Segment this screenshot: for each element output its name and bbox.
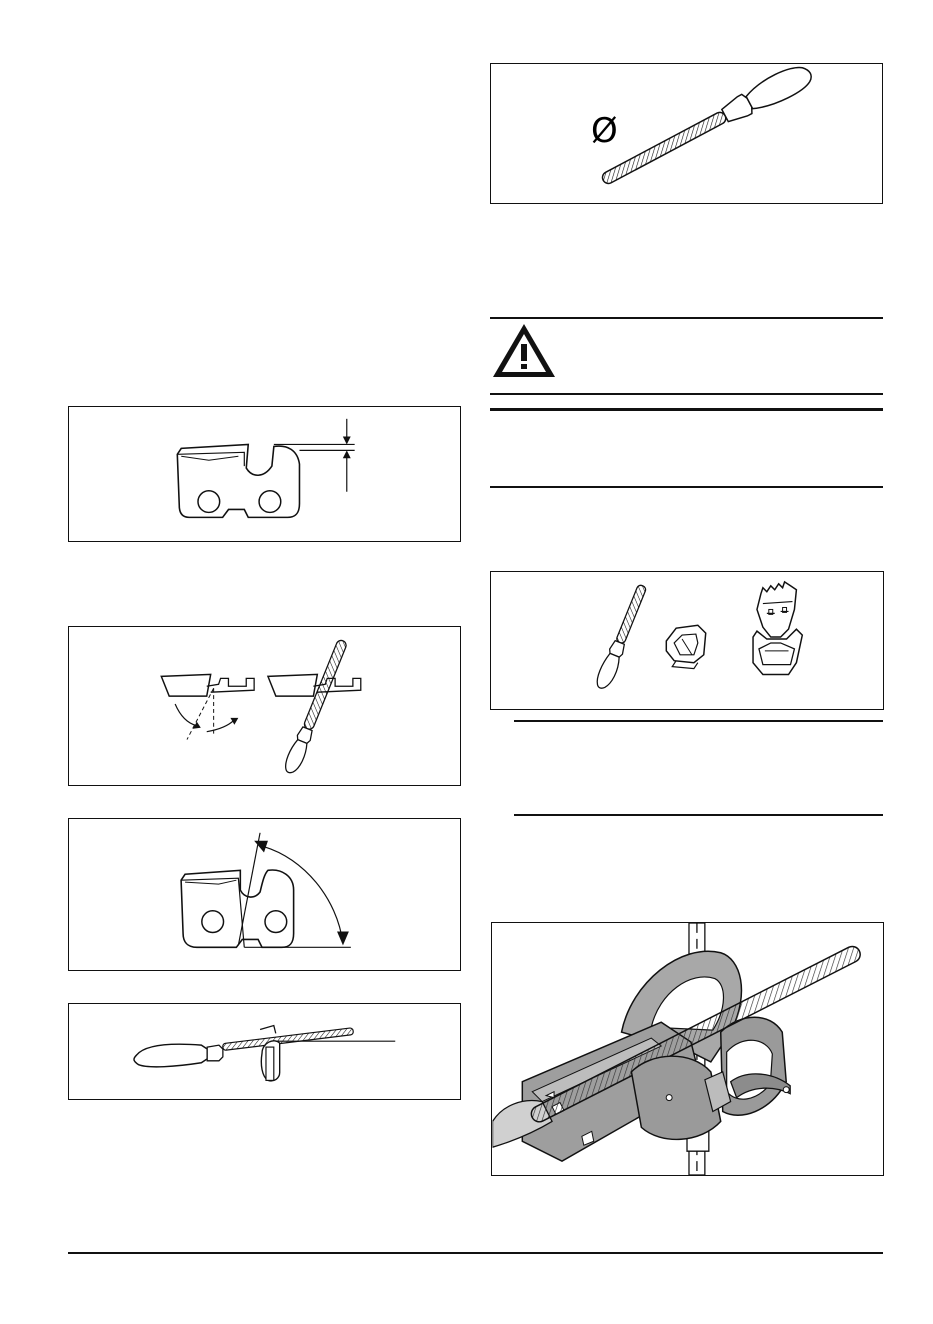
warning-body-bottom-rule [490, 486, 883, 488]
file-guide-on-chain-icon [492, 923, 883, 1175]
cutter-depth-gauge-icon [69, 407, 460, 541]
footer-rule [68, 1252, 883, 1254]
note-top-rule [514, 720, 883, 722]
warning-top-rule [490, 317, 883, 319]
figure-round-file [490, 63, 883, 204]
figure-top-plate-angle [68, 818, 461, 971]
diameter-symbol: Ø [591, 111, 618, 151]
file-angle-icon [69, 627, 460, 785]
top-plate-angle-icon [69, 819, 460, 970]
round-file-icon [491, 64, 882, 203]
figure-sharpening-tool-kit [490, 571, 884, 710]
sharpening-tool-kit-icon [491, 572, 883, 709]
file-position-icon [69, 1004, 460, 1099]
figure-file-angle [68, 626, 461, 786]
figure-file-guide-on-chain [491, 922, 884, 1176]
warning-bottom-rule [490, 393, 883, 395]
figure-file-position [68, 1003, 461, 1100]
warning-body-top-rule [490, 408, 883, 411]
figure-depth-gauge [68, 406, 461, 542]
note-bottom-rule [514, 814, 883, 816]
warning-triangle-icon [490, 320, 558, 380]
